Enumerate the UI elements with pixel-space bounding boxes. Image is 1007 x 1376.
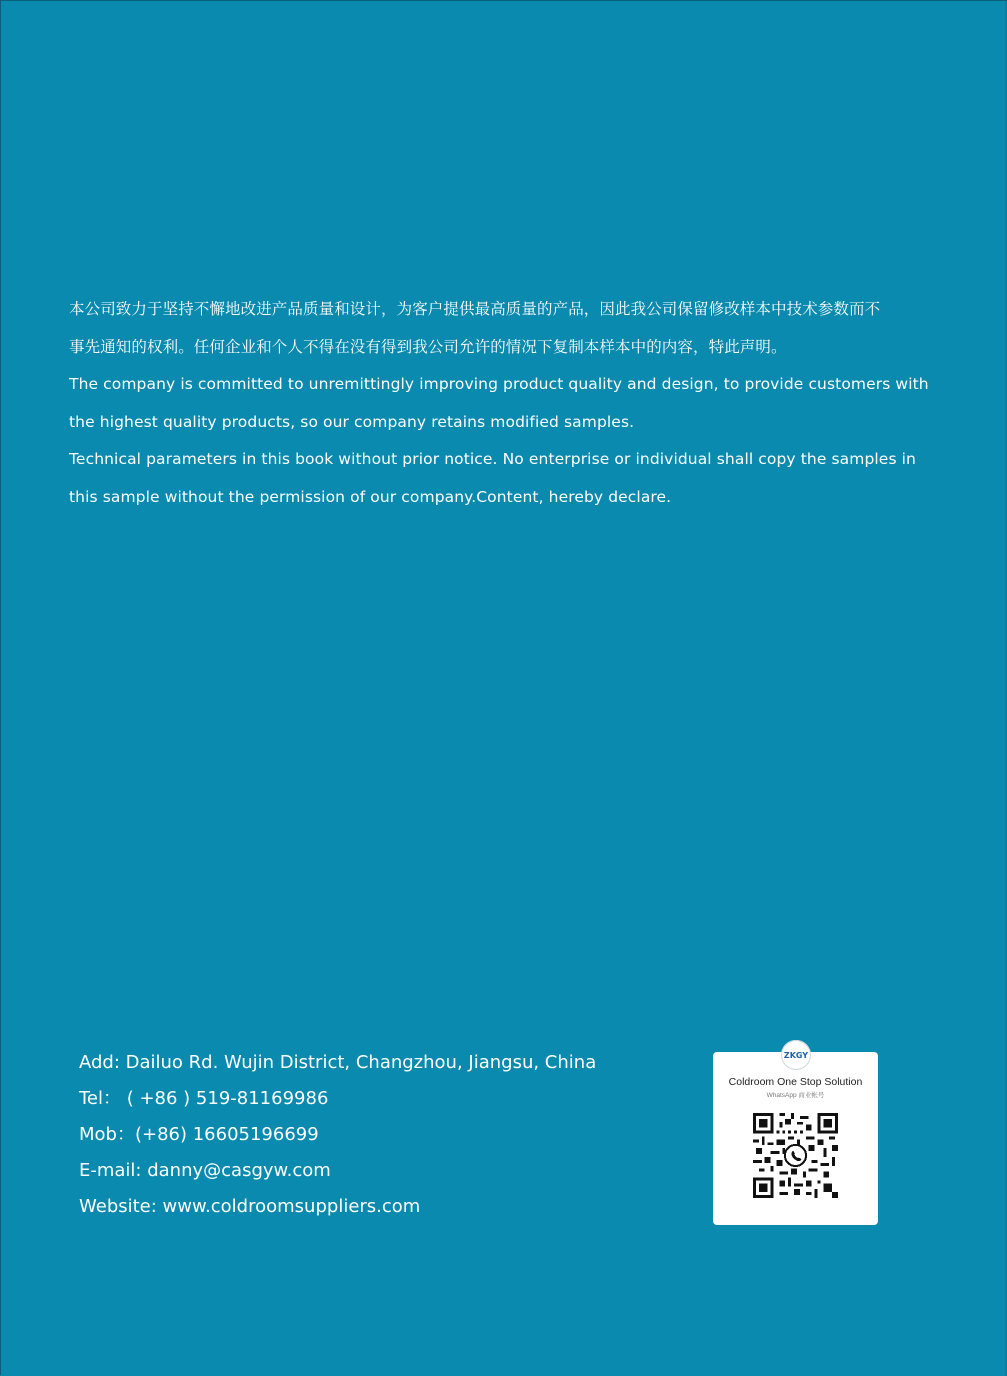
disclaimer-en-line-1: The company is committed to unremittingly improving product quality and design, to provide customers with [69,375,929,393]
contact-address: Add: Dailuo Rd. Wujin District, Changzhou, Jiangsu, China [79,1052,597,1073]
contact-email[interactable]: E-mail: danny@casgyw.com [79,1160,331,1181]
disclaimer-zh-line-1: 本公司致力于坚持不懈地改进产品质量和设计，为客户提供最高质量的产品，因此我公司保留修改样本中技术参数而不 [69,300,881,318]
whatsapp-qr-code-icon[interactable] [753,1113,838,1198]
contact-website[interactable]: Website: www.coldroomsuppliers.com [79,1196,421,1217]
contact-block [79,1045,679,1225]
contact-tel: Tel： ( +86 ) 519-81169986 [79,1088,329,1109]
disclaimer-en-line-2: the highest quality products, so our company retains modified samples. [69,412,635,431]
qr-card-subtitle: WhatsApp 商业帐号 [766,1092,825,1099]
whatsapp-qr-card [713,1052,878,1225]
disclaimer-en-line-3: Technical parameters in this book without prior notice. No enterprise or individual shall copy the samples in [69,450,916,468]
contact-mobile: Mob：(+86) 16605196699 [79,1124,319,1145]
disclaimer-en-line-4: this sample without the permission of our company.Content, hereby declare. [69,487,672,506]
disclaimer-zh-line-2: 事先通知的权利。任何企业和个人不得在没有得到我公司允许的情况下复制本样本中的内容，特此声明。 [69,337,787,356]
disclaimer-block [69,291,949,516]
company-logo-text: ZKGY [783,1050,809,1060]
company-logo [781,1040,811,1070]
qr-card-title: Coldroom One Stop Solution [728,1076,863,1088]
